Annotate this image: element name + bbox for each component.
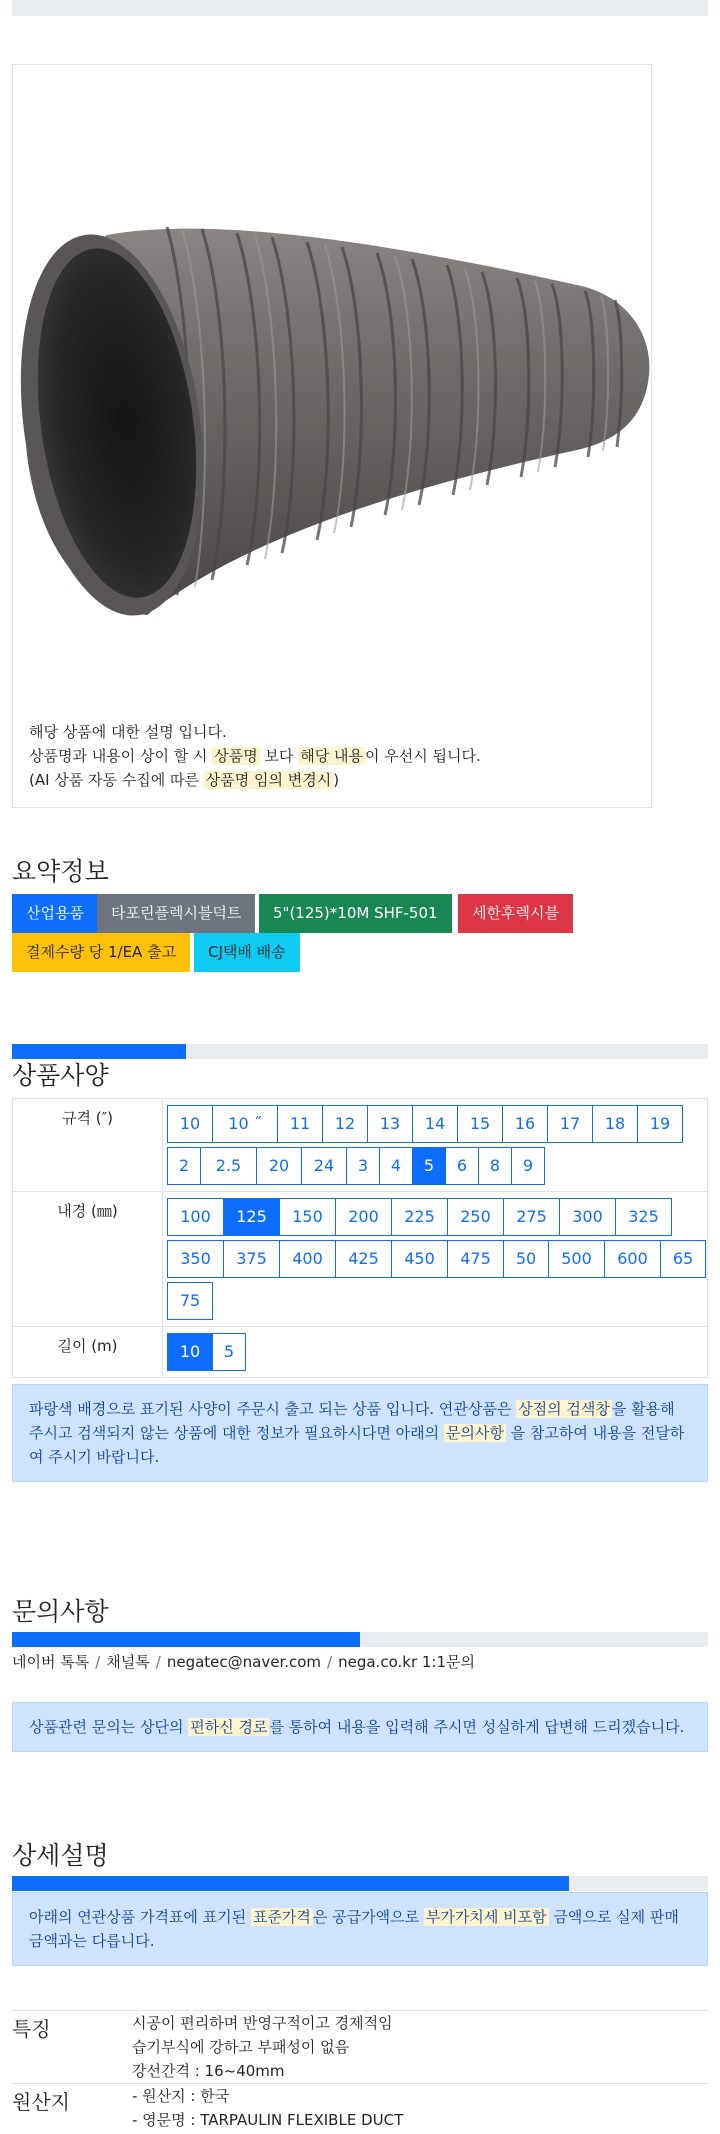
spec-options-inner-diameter (167, 1196, 707, 1322)
summary-title: 요약정보 (12, 857, 109, 886)
detail-alert: 아래의 연관상품 가격표에 표기된 표준가격 은 공급가액으로 부가가치세 비포함 금액으로 실제 판매금액과는 다릅니다. (12, 1892, 708, 1966)
spec-option[interactable]: 500 (548, 1240, 605, 1278)
contact-naver-talk[interactable]: 네이버 톡톡 (12, 1653, 90, 1671)
spec-option[interactable]: 17 (547, 1105, 593, 1143)
notice-highlight-rename: 상품명 임의 변경시 (205, 771, 332, 789)
spec-option[interactable]: 5 (412, 1147, 446, 1185)
origin-line: - 원산지 : 한국 (132, 2087, 230, 2105)
notice-line-1: 해당 상품에 대한 설명 입니다. (29, 723, 227, 741)
spec-option[interactable]: 14 (412, 1105, 458, 1143)
spec-option[interactable]: 300 (559, 1198, 616, 1236)
spec-option[interactable]: 400 (279, 1240, 336, 1278)
feature-row (12, 2011, 708, 2084)
badge-product-type: 타포린플렉시블덕트 (97, 894, 255, 933)
spec-option[interactable]: 13 (367, 1105, 413, 1143)
spec-option[interactable]: 100 (167, 1198, 224, 1236)
spec-row-size (13, 1099, 708, 1192)
product-image-card (12, 64, 652, 808)
spec-option[interactable]: 375 (223, 1240, 280, 1278)
top-bar (12, 0, 708, 16)
origin-line: - 영문명 : TARPAULIN FLEXIBLE DUCT (132, 2111, 404, 2129)
spec-title: 상품사양 (12, 1061, 109, 1090)
spec-option[interactable]: 225 (391, 1198, 448, 1236)
feature-label: 특징 (12, 2011, 132, 2084)
spec-option[interactable]: 4 (379, 1147, 413, 1185)
detail-progress-fill (12, 1876, 569, 1891)
spec-option[interactable]: 600 (604, 1240, 661, 1278)
spec-progress (12, 1044, 708, 1059)
spec-alert-highlight-search: 상점의 검색창 (518, 1400, 610, 1418)
spec-option[interactable]: 11 (277, 1105, 323, 1143)
flexible-duct-image (17, 215, 653, 625)
spec-option[interactable]: 24 (301, 1147, 347, 1185)
feature-table (12, 2010, 708, 2132)
feature-line: 습기부식에 강하고 부패성이 없음 (132, 2038, 350, 2056)
spec-option[interactable]: 350 (167, 1240, 224, 1278)
spec-label-length: 길이 (m) (13, 1327, 163, 1378)
notice-line-3: (AI 상품 자동 수집에 따른 상품명 임의 변경시 ) (29, 771, 340, 789)
contact-email[interactable]: negatec@naver.com (166, 1653, 322, 1671)
notice-highlight-product-name: 상품명 (214, 747, 258, 765)
badge-category: 산업용품 (12, 894, 98, 933)
spec-option[interactable]: 325 (615, 1198, 672, 1236)
inquiry-alert-highlight: 편하신 경로 (190, 1718, 268, 1736)
badge-brand: 세한후렉시블 (458, 894, 573, 933)
inquiry-alert: 상품관련 문의는 상단의 편하신 경로 를 통하여 내용을 입력해 주시면 성실하게 답변해 드리겠습니다. (12, 1702, 708, 1752)
product-image (17, 215, 653, 625)
spec-option[interactable]: 65 (660, 1240, 706, 1278)
spec-option[interactable]: 12 (322, 1105, 368, 1143)
spec-option[interactable]: 6 (445, 1147, 479, 1185)
spec-row-inner-diameter (13, 1192, 708, 1327)
spec-label-inner-diameter: 내경 (㎜) (13, 1192, 163, 1327)
spec-table (12, 1098, 708, 1378)
spec-option[interactable]: 2.5 (200, 1147, 257, 1185)
spec-option[interactable]: 75 (167, 1282, 213, 1320)
origin-label: 원산지 (12, 2084, 132, 2133)
notice-line-2: 상품명과 내용이 상이 할 시 상품명 보다 해당 내용 이 우선시 됩니다. (29, 747, 481, 765)
spec-option[interactable]: 5 (212, 1333, 246, 1371)
spec-option[interactable]: 8 (478, 1147, 512, 1185)
spec-option[interactable]: 3 (346, 1147, 380, 1185)
spec-label-size: 규격 (″) (13, 1099, 163, 1192)
detail-title: 상세설명 (12, 1841, 109, 1870)
spec-option[interactable]: 9 (511, 1147, 545, 1185)
spec-row-length (13, 1327, 708, 1378)
contact-website-inquiry[interactable]: nega.co.kr 1:1문의 (338, 1653, 475, 1671)
spec-option[interactable]: 20 (256, 1147, 302, 1185)
feature-line: 강선간격 : 16~40mm (132, 2062, 285, 2080)
spec-option[interactable]: 10 (167, 1105, 213, 1143)
spec-option[interactable]: 150 (279, 1198, 336, 1236)
spec-option[interactable]: 275 (503, 1198, 560, 1236)
inquiry-progress (12, 1632, 708, 1647)
spec-option[interactable]: 16 (502, 1105, 548, 1143)
badge-shipping: CJ택배 배송 (194, 933, 300, 972)
spec-option[interactable]: 50 (503, 1240, 549, 1278)
spec-alert: 파랑색 배경으로 표기된 사양이 주문시 출고 되는 상품 입니다. 연관상품은 상점의 검색창 을 활용해 주시고 검색되지 않는 상품에 대한 정보가 필요하시다면 아래의 문의사항 을 참고하여 내용을 전달하여 주시기 바랍니다. (12, 1384, 708, 1482)
spec-option[interactable]: 15 (457, 1105, 503, 1143)
spec-option[interactable]: 10 ˝ (212, 1105, 278, 1143)
contact-links: 네이버 톡톡 / 채널톡 / negatec@naver.com / nega.co.kr 1:1문의 (12, 1653, 475, 1671)
spec-option[interactable]: 475 (447, 1240, 504, 1278)
spec-option[interactable]: 250 (447, 1198, 504, 1236)
spec-option[interactable]: 125 (223, 1198, 280, 1236)
detail-alert-highlight-vat: 부가가치세 비포함 (425, 1908, 547, 1926)
badge-quantity: 결제수량 당 1/EA 출고 (12, 933, 190, 972)
origin-row (12, 2084, 708, 2133)
feature-line: 시공이 편리하며 반영구적이고 경제적임 (132, 2014, 393, 2032)
inquiry-title: 문의사항 (12, 1597, 109, 1626)
product-notice (29, 720, 481, 792)
detail-progress (12, 1876, 708, 1891)
contact-channel-talk[interactable]: 채널톡 (106, 1653, 150, 1671)
spec-options-size (167, 1103, 707, 1187)
notice-highlight-content: 해당 내용 (300, 747, 363, 765)
spec-option[interactable]: 2 (167, 1147, 201, 1185)
spec-option[interactable]: 425 (335, 1240, 392, 1278)
spec-option[interactable]: 18 (592, 1105, 638, 1143)
spec-option[interactable]: 200 (335, 1198, 392, 1236)
detail-alert-highlight-price: 표준가격 (252, 1908, 311, 1926)
spec-alert-highlight-inquiry: 문의사항 (445, 1424, 504, 1442)
inquiry-progress-fill (12, 1632, 360, 1647)
spec-option[interactable]: 10 (167, 1333, 213, 1371)
spec-option[interactable]: 19 (637, 1105, 683, 1143)
badge-model: 5"(125)*10M SHF-501 (259, 894, 452, 933)
spec-option[interactable]: 450 (391, 1240, 448, 1278)
spec-options-length (167, 1331, 707, 1373)
